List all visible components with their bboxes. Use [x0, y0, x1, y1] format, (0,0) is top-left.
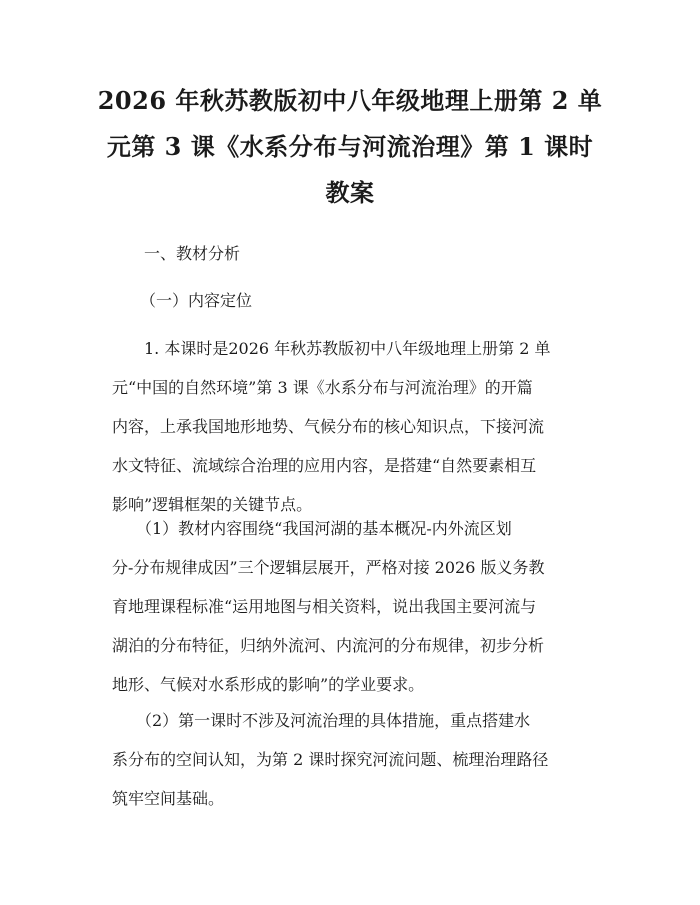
paragraph-line: 内容，上承我国地形地势、气候分布的核心知识点，下接河流 [112, 417, 545, 436]
paragraph-line: 影响”逻辑框架的关键节点。 [112, 495, 313, 514]
paragraph-line: 1. 本课时是2026 年秋苏教版初中八年级地理上册第 2 单 [144, 339, 551, 358]
title-line: 2026 年秋苏教版初中八年级地理上册第 2 单 [97, 86, 603, 115]
paragraph-content-position [112, 329, 612, 524]
paragraph-first-lesson-focus [112, 701, 612, 818]
section-heading: 一、教材分析 [144, 244, 241, 263]
paragraph-line: （2）第一课时不涉及河流治理的具体措施，重点搭建水 [136, 711, 531, 730]
paragraph-line: 育地理课程标准“运用地图与相关资料，说出我国主要河流与 [112, 597, 537, 616]
title-line: 元第 3 课《水系分布与河流治理》第 1 课时 [106, 132, 594, 161]
paragraph-line: 系分布的空间认知，为第 2 课时探究河流问题、梳理治理路径 [112, 750, 549, 769]
paragraph-line: （1）教材内容围绕“我国河湖的基本概况-内外流区划 [136, 519, 512, 538]
paragraph-line: 湖泊的分布特征，归纳外流河、内流河的分布规律，初步分析 [112, 636, 545, 655]
paragraph-line: 分-分布规律成因”三个逻辑层展开，严格对接 2026 版义务教 [112, 558, 545, 577]
paragraph-line: 地形、气候对水系形成的影响”的学业要求。 [112, 675, 425, 694]
subsection-heading: （一）内容定位 [140, 291, 253, 310]
document-title [95, 78, 605, 216]
title-line: 教案 [325, 178, 375, 207]
paragraph-line: 水文特征、流域综合治理的应用内容，是搭建“自然要素相互 [112, 456, 537, 475]
paragraph-line: 元“中国的自然环境”第 3 课《水系分布与河流治理》的开篇 [112, 378, 533, 397]
paragraph-line: 筑牢空间基础。 [112, 789, 225, 808]
paragraph-textbook-content [112, 509, 612, 704]
